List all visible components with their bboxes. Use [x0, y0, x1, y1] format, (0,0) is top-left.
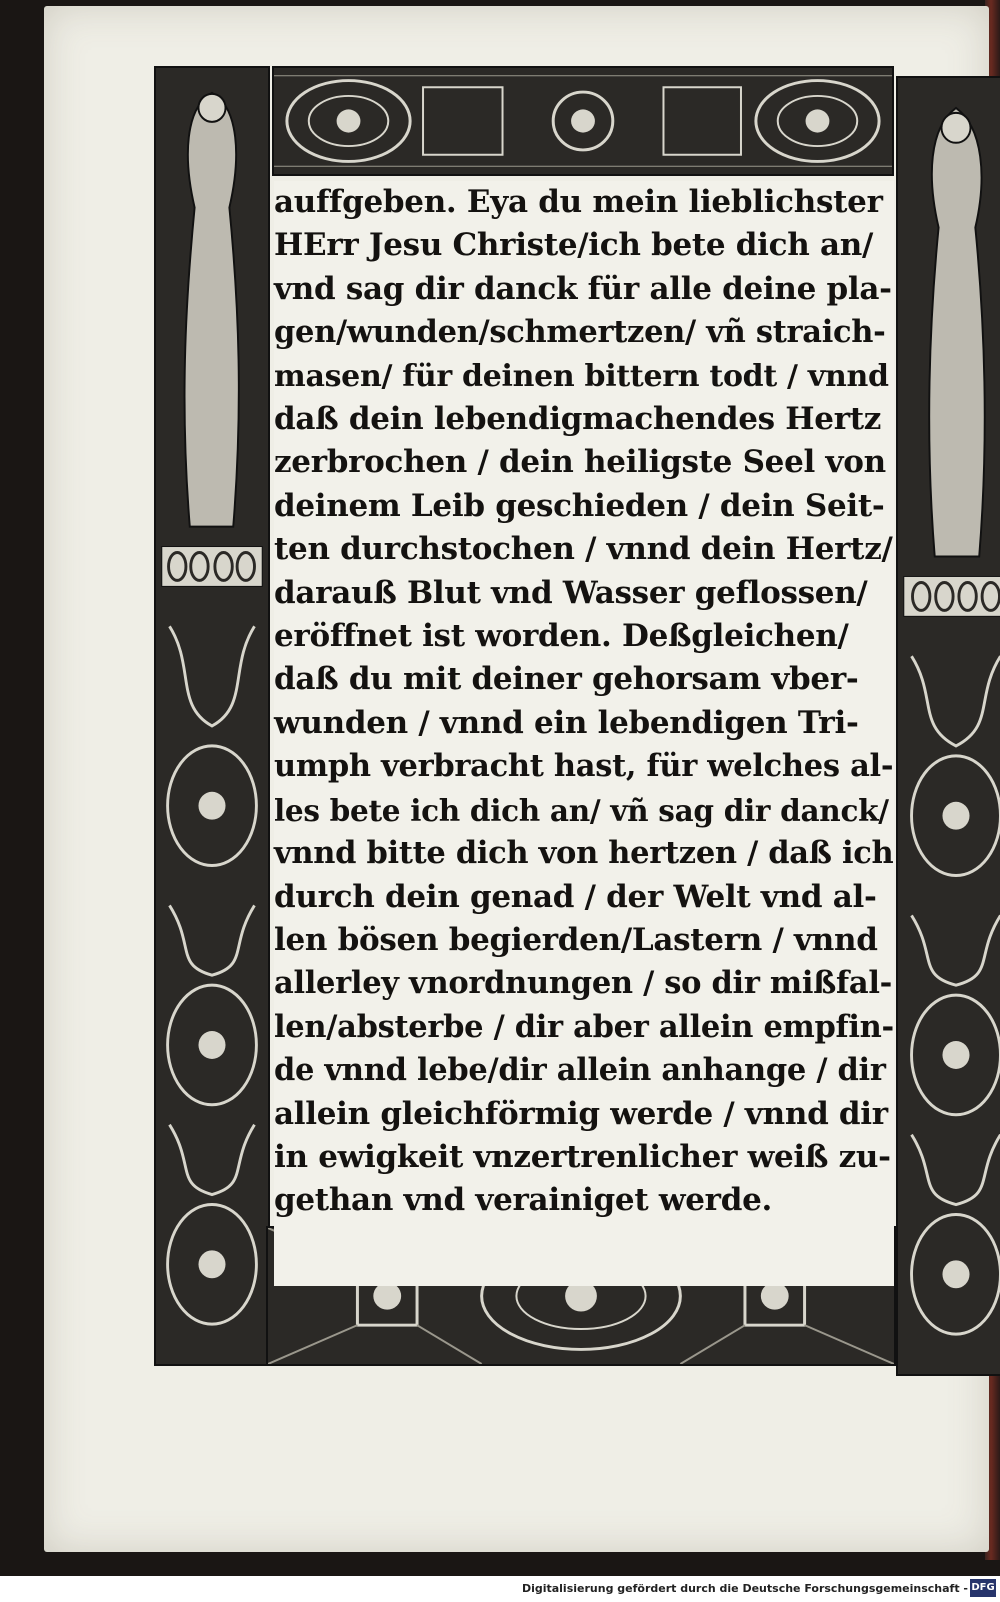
- woodcut-frame: [154, 66, 1000, 1396]
- text-line: auffgeben. Eya du mein lieblichster: [274, 184, 883, 220]
- text-line: len/absterbe / dir aber allein empfin-: [274, 1008, 894, 1045]
- left-ornament-border: [154, 66, 270, 1366]
- text-line: len bösen begierden/Lastern / vnnd: [274, 921, 878, 958]
- text-line: masen/ für deinen bittern todt / vnnd: [274, 358, 889, 394]
- text-line: allein gleichförmig werde / vnnd dir: [274, 1095, 888, 1132]
- dfg-logo: DFG: [970, 1579, 996, 1597]
- top-ornament-border: [272, 66, 894, 176]
- text-line: eröffnet ist worden. Deßgleichen/: [274, 618, 849, 655]
- footer-credit: Digitalisierung gefördert durch die Deutsche Forschungsgemeinschaft -: [521, 1582, 968, 1595]
- text-line: durch dein genad / der Welt vnd al-: [274, 878, 877, 915]
- text-line: vnnd bitte dich von hertzen / daß ich: [274, 835, 894, 872]
- text-line: darauß Blut vnd Wasser geflossen/: [274, 574, 868, 611]
- text-line: deinem Leib geschieden / dein Seit-: [274, 487, 885, 524]
- text-line: ten durchstochen / vnnd dein Hertz/: [274, 531, 893, 568]
- text-line: de vnnd lebe/dir allein anhange / dir: [274, 1052, 886, 1089]
- text-line: wunden / vnnd ein lebendigen Tri-: [274, 704, 859, 741]
- book-page: [44, 6, 989, 1552]
- text-line: daß dein lebendigmachendes Hertz: [274, 401, 882, 438]
- text-line: zerbrochen / dein heiligste Seel von: [274, 444, 886, 481]
- text-line: HErr Jesu Christe/ich bete dich an/: [274, 227, 874, 264]
- digitization-footer: [0, 1576, 1000, 1602]
- text-line: umph verbracht hast, für welches al-: [274, 748, 894, 785]
- text-line: gen/wunden/schmertzen/ vñ straich-: [274, 314, 886, 351]
- text-line: gethan vnd verainiget werde.: [274, 1182, 772, 1219]
- text-line: allerley vnordnungen / so dir mißfal-: [274, 965, 892, 1002]
- text-line: daß du mit deiner gehorsam vber-: [274, 661, 859, 698]
- text-line: les bete ich dich an/ vñ sag dir danck/: [274, 792, 889, 828]
- text-line: in ewigkeit vnzertrenlicher weiß zu-: [274, 1138, 891, 1175]
- page-text: [274, 181, 894, 1286]
- text-line: vnd sag dir danck für alle deine pla-: [274, 270, 892, 307]
- right-ornament-border: [896, 76, 1000, 1376]
